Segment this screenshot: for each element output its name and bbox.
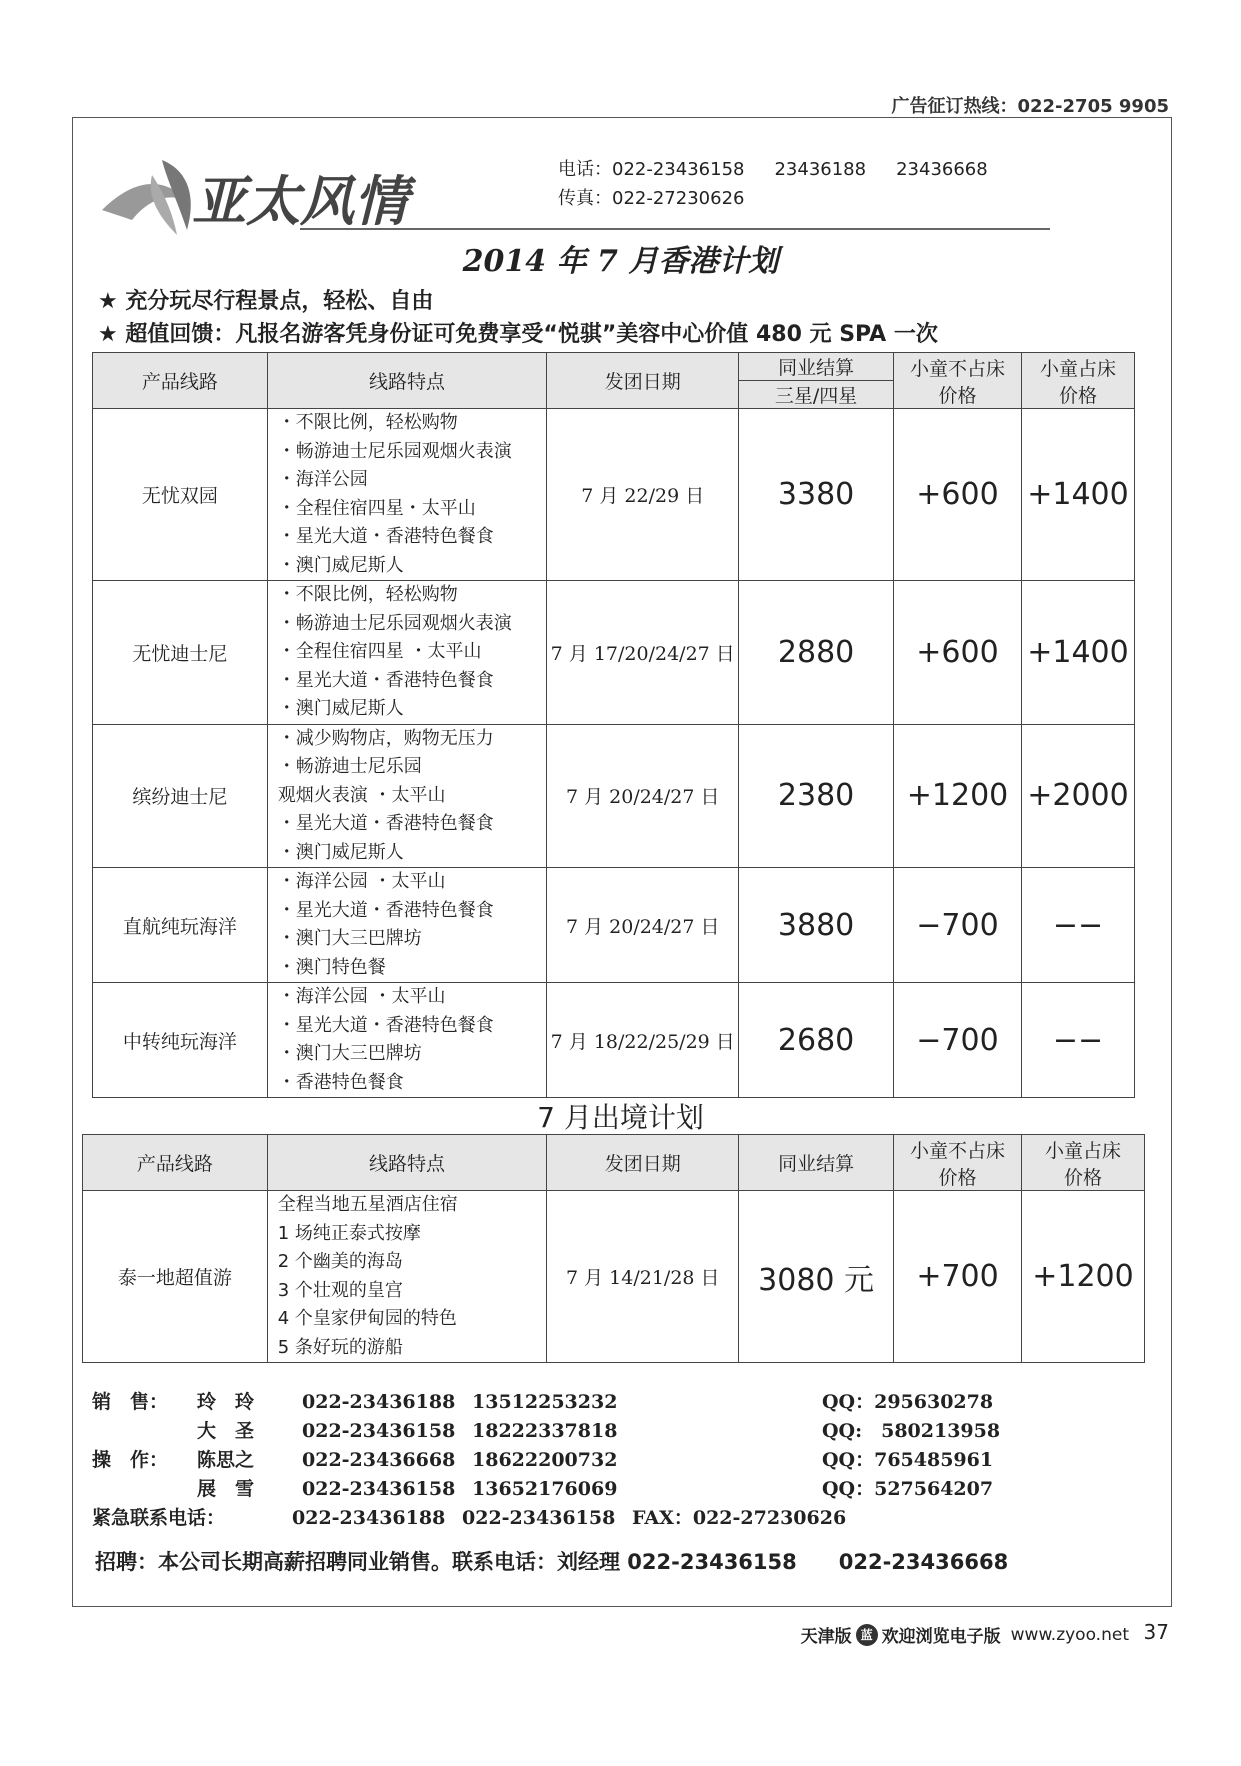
page-title: 2014 年 7 月香港计划	[462, 244, 779, 279]
table-row	[93, 581, 1135, 725]
outbound-plan-table	[82, 1134, 1145, 1363]
staff-row: 展 雪 022-23436158 13652176069 QQ：527564207	[197, 1478, 994, 1500]
header-product: 产品线路	[93, 353, 268, 409]
row-dates: 7 月 14/21/28 日	[547, 1191, 739, 1363]
recruitment-notice: 招聘：本公司长期高薪招聘同业销售。联系电话：刘经理 022-23436158 022-23436668	[95, 1550, 1009, 1574]
header-price: 同业结算	[739, 353, 894, 381]
row-features: ・不限比例，轻松购物 ・畅游迪士尼乐园观烟火表演 ・海洋公园 ・全程住宿四星・太平山 ・星光大道・香港特色餐食 ・澳门威尼斯人	[267, 409, 547, 581]
table-row	[93, 868, 1135, 983]
header-features: 线路特点	[267, 353, 547, 409]
hk-plan-table	[92, 352, 1135, 1098]
header-dates: 发团日期	[547, 353, 739, 409]
row-dates: 7 月 20/24/27 日	[547, 868, 739, 983]
staff-row: 大 圣 022-23436158 18222337818 QQ: 580213958	[197, 1420, 1001, 1442]
contact-block	[558, 155, 988, 213]
staff-row: 操 作： 陈思之 022-23436668 18622200732 QQ：765485961	[92, 1449, 994, 1471]
highlights	[98, 285, 938, 351]
header-price: 同业结算	[739, 1135, 894, 1191]
header-child-bed: 小童占床价格	[1021, 353, 1134, 409]
row-child-bed: −−	[1021, 983, 1134, 1098]
row-name: 无忧双园	[93, 409, 268, 581]
table-row	[93, 409, 1135, 581]
logo-text: 亚太风情	[192, 169, 408, 233]
row-price: 2380	[739, 724, 894, 868]
header-dates: 发团日期	[547, 1135, 739, 1191]
edition-label: 天津版	[800, 1627, 852, 1647]
edition-badge-icon: 蓝	[856, 1624, 878, 1646]
page-number: 37	[1143, 1620, 1169, 1644]
row-child-bed: +1400	[1021, 581, 1134, 725]
row-name: 中转纯玩海洋	[93, 983, 268, 1098]
emergency-row: 紧急联系电话： 022-23436188 022-23436158 FAX：022-27230626	[92, 1507, 847, 1529]
header-child-no-bed: 小童不占床价格	[894, 1135, 1022, 1191]
row-dates: 7 月 17/20/24/27 日	[547, 581, 739, 725]
header-price-sub: 三星/四星	[739, 381, 894, 409]
staff-contacts	[92, 1388, 1092, 1533]
phone-1: 022-23436158	[612, 159, 745, 180]
header-features: 线路特点	[267, 1135, 547, 1191]
logo-divider	[300, 228, 1050, 230]
row-price: 3380	[739, 409, 894, 581]
row-features: ・海洋公园 ・太平山 ・星光大道・香港特色餐食 ・澳门大三巴牌坊 ・香港特色餐食	[267, 983, 547, 1098]
row-features: 全程当地五星酒店住宿 1 场纯正泰式按摩 2 个幽美的海岛 3 个壮观的皇宫 4 个皇家伊甸园的特色 5 条好玩的游船	[267, 1191, 547, 1363]
website-link[interactable]: www.zyoo.net	[1010, 1624, 1129, 1645]
staff-row: 销 售： 玲 玲 022-23436188 13512253232 QQ：295630278	[92, 1391, 994, 1413]
row-dates: 7 月 18/22/25/29 日	[547, 983, 739, 1098]
table-row	[93, 724, 1135, 868]
header-product: 产品线路	[83, 1135, 268, 1191]
row-price: 3080 元	[739, 1191, 894, 1363]
row-dates: 7 月 22/29 日	[547, 409, 739, 581]
highlight-1: ★ 充分玩尽行程景点，轻松、自由	[98, 289, 434, 314]
phone-2: 23436188	[774, 159, 867, 180]
fax-number: 022-27230626	[612, 188, 745, 209]
row-name: 缤纷迪士尼	[93, 724, 268, 868]
row-child-bed: −−	[1021, 868, 1134, 983]
row-child-no-bed: +700	[894, 1191, 1022, 1363]
phone-3: 23436668	[896, 159, 988, 180]
row-child-bed: +2000	[1021, 724, 1134, 868]
row-child-no-bed: +600	[894, 581, 1022, 725]
header-child-bed: 小童占床价格	[1021, 1135, 1144, 1191]
row-name: 直航纯玩海洋	[93, 868, 268, 983]
row-price: 2880	[739, 581, 894, 725]
row-price: 2680	[739, 983, 894, 1098]
table-row	[93, 983, 1135, 1098]
row-features: ・海洋公园 ・太平山 ・星光大道・香港特色餐食 ・澳门大三巴牌坊 ・澳门特色餐	[267, 868, 547, 983]
highlight-2: ★ 超值回馈：凡报名游客凭身份证可免费享受“悦骐”美容中心价值 480 元 SPA 一次	[98, 322, 938, 347]
header-child-no-bed: 小童不占床价格	[894, 353, 1022, 409]
ad-hotline: 广告征订热线：022-2705 9905	[891, 96, 1169, 117]
row-name: 泰一地超值游	[83, 1191, 268, 1363]
fax-label: 传真：	[558, 188, 612, 209]
row-features: ・不限比例，轻松购物 ・畅游迪士尼乐园观烟火表演 ・全程住宿四星 ・太平山 ・星光大道・香港特色餐食 ・澳门威尼斯人	[267, 581, 547, 725]
row-child-no-bed: −700	[894, 868, 1022, 983]
footer	[801, 1622, 1129, 1647]
row-child-no-bed: +1200	[894, 724, 1022, 868]
row-price: 3880	[739, 868, 894, 983]
table-row	[83, 1191, 1145, 1363]
row-child-no-bed: −700	[894, 983, 1022, 1098]
phone-label: 电话：	[558, 159, 612, 180]
row-child-bed: +1200	[1021, 1191, 1144, 1363]
welcome-text: 欢迎浏览电子版	[881, 1627, 1001, 1647]
outbound-title: 7 月出境计划	[537, 1101, 704, 1134]
row-child-bed: +1400	[1021, 409, 1134, 581]
row-dates: 7 月 20/24/27 日	[547, 724, 739, 868]
row-features: ・减少购物店，购物无压力 ・畅游迪士尼乐园 观烟火表演 ・太平山 ・星光大道・香港特色餐食 ・澳门威尼斯人	[267, 724, 547, 868]
row-child-no-bed: +600	[894, 409, 1022, 581]
row-name: 无忧迪士尼	[93, 581, 268, 725]
